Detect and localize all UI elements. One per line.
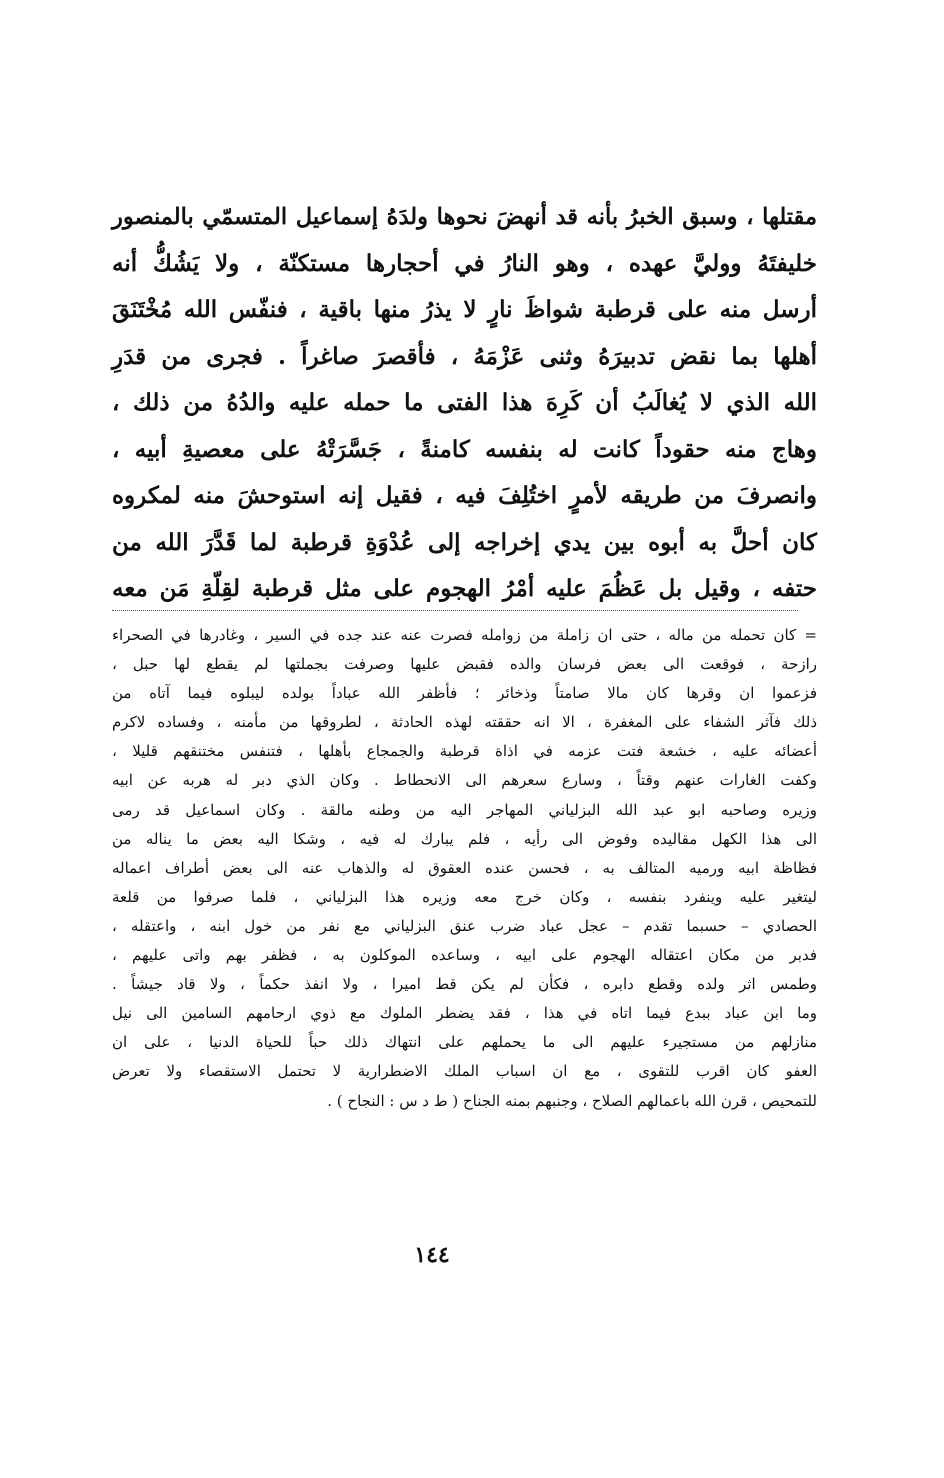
footnote-line: وطمس اثر ولده وقطع دابره ، فكأن لم يكن قط اميرا ، ولا انفذ حكماً ، ولا قاد جيشاً . [112,975,817,994]
footnote-line: فظاظة ابيه ورميه المتالف به ، فحسن عنده العقوق له والذهاب عنه الى بعض أطراف اعماله [112,858,817,877]
main-text-line: أرسل منه على قرطبة شواظَ نارٍ لا يذرُ منها باقية ، فنفّس الله مُخْتَنَقَ [112,296,817,323]
main-text-line: كان أحلَّ به أبوه بين يدي إخراجه إلى عُدْوَةِ قرطبة لما قَدَّرَ الله من [112,528,817,556]
footnote-separator [112,610,798,611]
main-text-line: مقتلها ، وسبق الخبرُ بأنه قد أنهضَ نحوها ولدَهُ إسماعيل المتسمّي بالمنصور [112,204,817,230]
main-text-line: حتفه ، وقيل بل عَظُمَ عليه أمْرُ الهجوم على مثل قرطبة لقِلّةِ مَن معه [112,575,817,602]
footnote-line: الحصادي – حسبما تقدم – عجل عباد ضرب عنق البزلياني مع نفر من خول ابنه ، واعتقله ، [112,916,817,935]
footnote-line: = كان تحمله من ماله ، حتى ان زاملة من زوامله فصرت عنه عند جده في السير ، وغادرها في الصحراء [112,626,817,644]
main-text-line: أهلها بما نقض تدبيرَهُ وثنى عَزْمَهُ ، فأقصرَ صاغراً . فجرى من قدَرِ [112,342,817,370]
footnote-line: وما ابن عباد ببدع فيما اتاه في هذا ، فقد يضطر الملوك مع ذوي ارحامهم السامين الى نيل [112,1004,817,1023]
footnote-line: ذلك فآثر الشفاء على المغفرة ، الا انه حققته لهذه الحادثة ، لطروقها من مأمنه ، وفساده لاكرم [112,713,817,732]
main-body-text [112,194,817,613]
footnote-line: ليتغير عليه وينفرد بنفسه ، وكان خرج معه وزيره هذا البزلياني ، فلما صرفوا من قلعة [112,887,817,906]
footnote-line: فدبر من مكان اعتقاله الهجوم على ابيه ، وساعده الموكلون به ، فظفر بهم واتى عليهم ، [112,946,817,965]
footnote-line: منازلهم من مستجيرء عليهم الى ما يحملهم على انتهاك ذلك حباً للحياة الدنيا ، على ان [112,1033,817,1052]
main-text-line: خليفتَهُ ووليَّ عهده ، وهو النارُ في أحجارها مستكنّة ، ولا يَشُكُّ أنه [112,249,817,277]
footnote-line: وزيره وصاحبه ابو عبد الله البزلياني المهاجر اليه من وطنه مالقة . وكان اسماعيل قد رمى [112,800,817,819]
main-text-line: وهاج منه حقوداً كانت له بنفسه كامنةً ، جَسَّرَتْهُ على معصيةِ أبيه ، [112,435,817,463]
footnote-line: رازحة ، فوقعت الى بعض فرسان والده فقبض عليها وصرفت بجملتها لم يقطع لها حبل ، [112,655,817,674]
footnote-line: وكفت الغارات عنهم وقتاً ، وسارع سعرهم الى الانحطاط . وكان الذي دبر له هربه عن ابيه [112,771,817,790]
footnote-block [112,621,817,1116]
footnote-line: أعضائه عليه ، خشعة فتت عزمه في اذاة قرطبة والجمجاع بأهلها ، فتنفس مختنقهم قليلا ، [112,742,817,761]
main-text-line: وانصرفَ من طريقه لأمرٍ اختُلِفَ فيه ، فقيل إنه استوحشَ منه لمكروه [112,482,817,509]
footnote-line: الى هذا الكهل مقاليده وفوض الى رأيه ، فلم يبارك له فيه ، وشكا اليه بعض ما يناله من [112,829,817,848]
page-number: ١٤٤ [414,1242,450,1268]
footnote-line: فزعموا ان وقرها كان مالا صامتاً وذخائر ؛ فأظفر الله عباداً بولده ليبلوه فيما آتاه من [112,684,817,703]
footnote-line: للتمحيص ، قرن الله باعمالهم الصلاح ، وجنبهم بمنه الجناح ( ط د س : النجاح ) . [327,1091,817,1110]
main-text-line: الله الذي لا يُغالَبُ أن كَرِهَ هذا الفتى ما حمله عليه والدُهُ من ذلك ، [112,389,818,416]
footnote-line: العفو كان اقرب للتقوى ، مع ان اسباب الملك الاضطرارية لا تحتمل الاستقصاء ولا تعرض [112,1062,817,1081]
